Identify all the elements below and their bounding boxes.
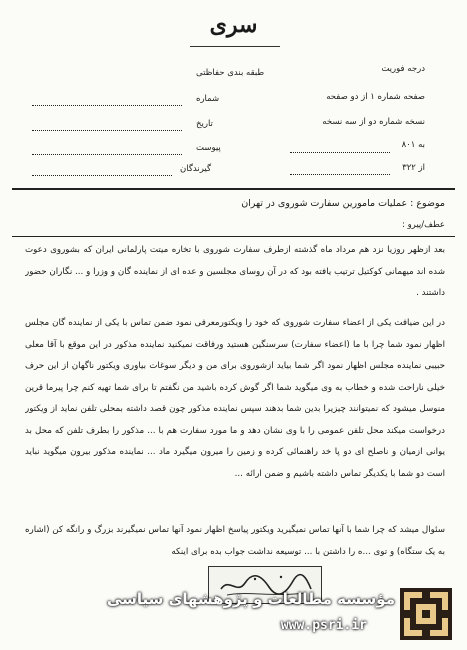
header-divider <box>12 188 455 190</box>
to-line: به ۸۰۱ <box>401 140 425 150</box>
date-label: تاریخ <box>196 119 213 129</box>
watermark-organization: مؤسسه مطالعات و پژوهشهای سیاسی <box>106 590 395 608</box>
number-label: شماره <box>196 94 220 104</box>
recipients-label: گیرندگان <box>180 164 212 174</box>
body-paragraph-3: سئوال میشد که چرا شما با آنها تماس نمیگیرید ویکتور پیاسخ اظهار نمود آنها تماس نمیگیرند بزرگ و رانگه کن (اشاره به یک ستگاه) و توی ...ه را داشتن با ... توسیعه نداشت جواب بده برای اینکه <box>25 525 445 557</box>
recipients-dotted-line <box>32 175 172 176</box>
from-dotted-line <box>290 174 390 175</box>
document-title: سری <box>209 12 258 38</box>
page-number-line: صفحه شماره ۱ از دو صفحه <box>326 92 425 102</box>
reference-label: عطف/پیرو : <box>402 220 445 230</box>
priority-label: درجه فوریت <box>381 64 425 74</box>
from-line: از ۳۲۲ <box>402 163 425 173</box>
title-underline <box>190 46 280 47</box>
psri-logo-icon <box>400 588 452 640</box>
classification-label: طبقه بندی حفاظتی <box>196 68 265 78</box>
subject-line: موضوع : عملیات مامورین سفارت شوروی در تهران <box>241 198 445 209</box>
to-dotted-line <box>290 152 390 153</box>
body-paragraph-1: بعد ازظهر روزیا نزد هم مرداد ماه گذشته ازطرف سفارت شوروی با تخاره میتت پارلمانی ایران که بشوروی دعوت شده اند میهمانی کوکتیل ترتیب یافته بود که در آن روسای مجلسین و عده ای از نماینده گان و وزرا و ... نگاران حضور داشتند . <box>25 245 445 298</box>
date-dotted-line <box>32 130 182 131</box>
watermark-url: www.psri.ir <box>280 618 367 633</box>
subject-divider <box>12 236 455 237</box>
attachment-dotted-line <box>32 154 182 155</box>
number-dotted-line <box>32 105 182 106</box>
copy-number-line: نسخه شماره دو از سه نسخه <box>322 117 425 127</box>
body-paragraph-2: در این ضیافت یکی از اعضاء سفارت شوروی که خود را ویکتورمعرفی نمود ضمن تماس با یکی از نماینده گان مجلس اظهار نمود شما چرا با ما (اعضاء سفارت) سرسنگین هستید ورفاقت نمیکنید نماینده مذکور در این موقع با آقا معلی حبیبی نماینده مجلس اظهار نمود اگر شما بیاید ازشوروی برای من و دیگر سوغات بیاوری ویکتور ناگهان از این حرف خیلی ناراحت شده و خطاب به وی میگوید شما اگر گوش کرده باشید من نگفتم تا برای شما تهیه کنم چرا پیرما قرین منوسل میشود که نمیتوانند چیزیرا بدین شما بدهند سپس نماینده مذکور چون قصد داشته بمحلی تلفن نماید از ویکتور درخواست میکند محل تلفن عمومی را با وی نشان دهد و ما مورد سفارت هم با ... مذکور را بطرف تلفن که محل بد یوانی ازمیان و ناصلح ای دو پا خد راهنمائی کرده و زمین را میرون میگیرد ماد ... نماینده مذکور بیرون میگوید نباید است دو شما با یکدیگر تماس داشته باشیم و ضمن ارائه ... <box>25 318 445 479</box>
attachment-label: پیوست <box>196 143 221 153</box>
